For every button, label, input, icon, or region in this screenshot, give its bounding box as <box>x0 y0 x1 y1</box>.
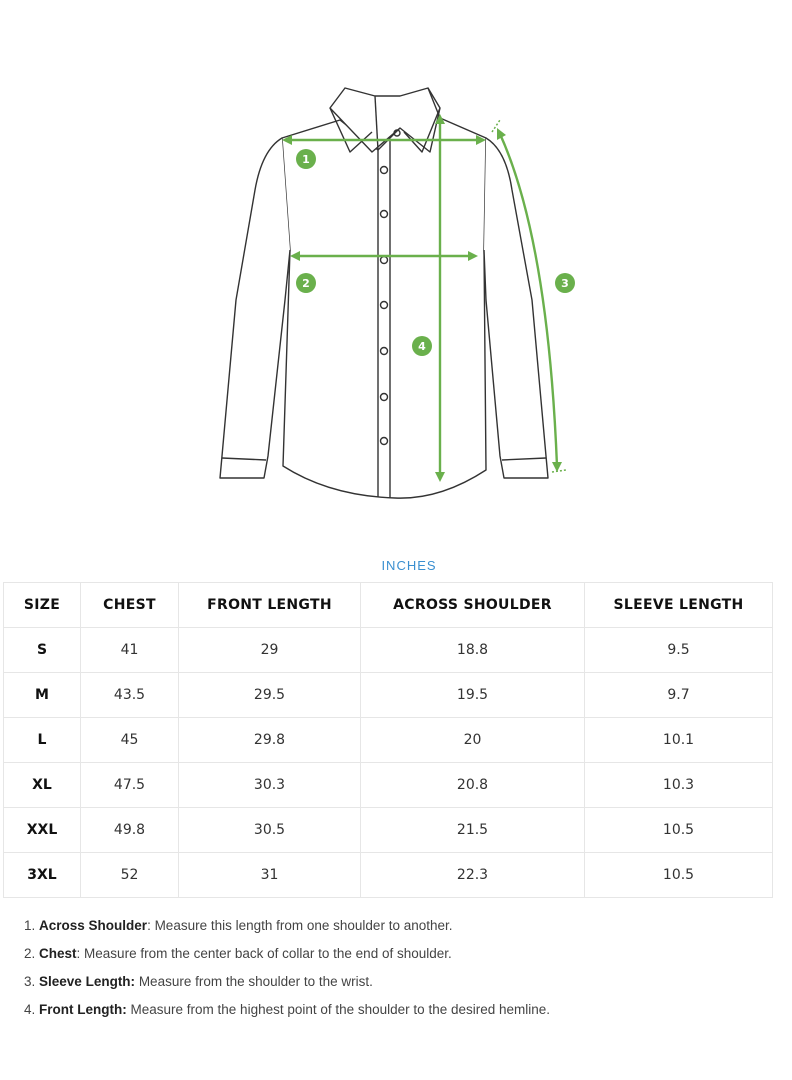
sleeve-length-cell: 9.7 <box>585 673 773 718</box>
table-row <box>4 673 773 718</box>
header-front-length: FRONT LENGTH <box>179 583 361 628</box>
marker-2-label: 2 <box>302 277 310 290</box>
marker-2 <box>296 273 316 293</box>
size-cell: 3XL <box>4 853 81 898</box>
size-cell: S <box>4 628 81 673</box>
measurement-notes <box>24 916 550 1028</box>
chest-cell: 45 <box>81 718 179 763</box>
size-chart-table <box>3 582 773 898</box>
note-term: Across Shoulder <box>39 918 148 933</box>
sleeve-length-cell: 10.1 <box>585 718 773 763</box>
sleeve-length-cell: 10.5 <box>585 808 773 853</box>
note-number: 4. <box>24 1002 36 1017</box>
table-row <box>4 808 773 853</box>
marker-4 <box>412 336 432 356</box>
marker-4-label: 4 <box>418 340 426 353</box>
note-item <box>24 916 550 944</box>
note-term: Front Length: <box>39 1002 127 1017</box>
header-chest: CHEST <box>81 583 179 628</box>
table-row <box>4 853 773 898</box>
table-row <box>4 718 773 763</box>
note-number: 3. <box>24 974 36 989</box>
shirt-outline <box>220 88 548 498</box>
size-cell: L <box>4 718 81 763</box>
note-text: : Measure from the center back of collar to the end of shoulder. <box>76 946 452 961</box>
chest-cell: 43.5 <box>81 673 179 718</box>
table-row <box>4 763 773 808</box>
front-length-cell: 29.5 <box>179 673 361 718</box>
across-shoulder-cell: 19.5 <box>361 673 585 718</box>
note-item <box>24 944 550 972</box>
table-header-row <box>4 583 773 628</box>
note-term: Chest <box>39 946 77 961</box>
shirt-diagram <box>0 0 792 520</box>
size-cell: XXL <box>4 808 81 853</box>
front-length-cell: 29 <box>179 628 361 673</box>
note-item <box>24 1000 550 1028</box>
across-shoulder-cell: 20 <box>361 718 585 763</box>
front-length-cell: 29.8 <box>179 718 361 763</box>
across-shoulder-cell: 22.3 <box>361 853 585 898</box>
header-across-shoulder: ACROSS SHOULDER <box>361 583 585 628</box>
across-shoulder-cell: 21.5 <box>361 808 585 853</box>
front-length-cell: 30.3 <box>179 763 361 808</box>
across-shoulder-cell: 20.8 <box>361 763 585 808</box>
header-size: SIZE <box>4 583 81 628</box>
marker-1-label: 1 <box>302 153 310 166</box>
note-text: : Measure this length from one shoulder to another. <box>147 918 453 933</box>
front-length-cell: 30.5 <box>179 808 361 853</box>
sleeve-length-cell: 9.5 <box>585 628 773 673</box>
note-text: Measure from the highest point of the shoulder to the desired hemline. <box>126 1002 551 1017</box>
sleeve-length-cell: 10.5 <box>585 853 773 898</box>
marker-3 <box>555 273 575 293</box>
header-sleeve-length: SLEEVE LENGTH <box>585 583 773 628</box>
note-text: Measure from the shoulder to the wrist. <box>135 974 373 989</box>
size-cell: XL <box>4 763 81 808</box>
note-number: 2. <box>24 946 36 961</box>
chest-cell: 41 <box>81 628 179 673</box>
note-term: Sleeve Length: <box>39 974 136 989</box>
chest-cell: 52 <box>81 853 179 898</box>
size-cell: M <box>4 673 81 718</box>
unit-label: INCHES <box>381 558 437 573</box>
marker-3-label: 3 <box>561 277 569 290</box>
across-shoulder-cell: 18.8 <box>361 628 585 673</box>
chest-cell: 47.5 <box>81 763 179 808</box>
chest-cell: 49.8 <box>81 808 179 853</box>
note-item <box>24 972 550 1000</box>
note-number: 1. <box>24 918 36 933</box>
table-row <box>4 628 773 673</box>
sleeve-length-cell: 10.3 <box>585 763 773 808</box>
front-length-cell: 31 <box>179 853 361 898</box>
marker-1 <box>296 149 316 169</box>
